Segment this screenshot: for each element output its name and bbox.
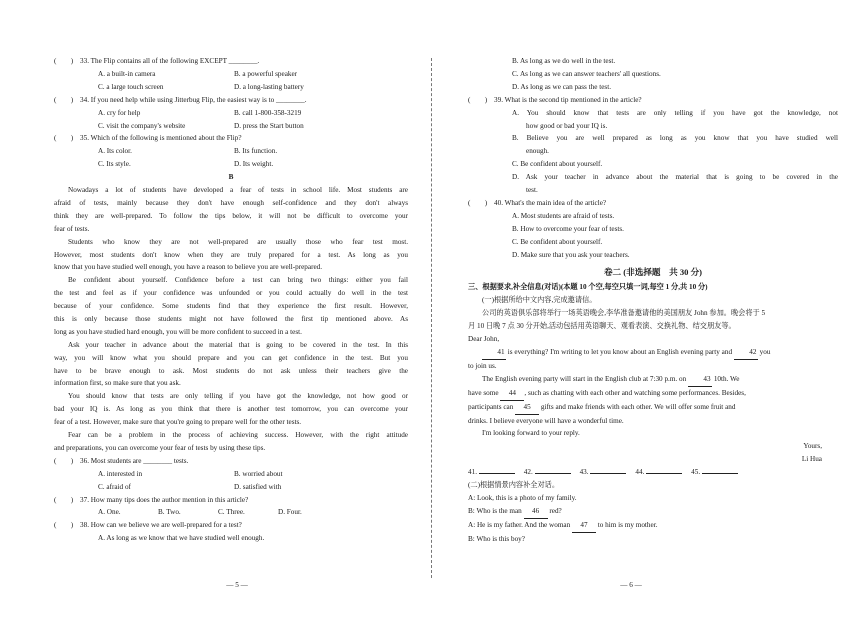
passage-line: because of your confidence. Some students find that they experience the first result. However, [54, 302, 408, 311]
dialogue-line: B: Who is this boy? [468, 534, 525, 543]
answer-label-42: 42. [523, 468, 533, 477]
option-a: A. One. [98, 508, 121, 517]
option-c: C. Be confident about yourself. [512, 237, 603, 246]
answer-label-44: 44. [635, 468, 645, 477]
letter-text: you [757, 347, 771, 356]
page-number-6: — 6 — [620, 581, 642, 589]
blank-43[interactable]: 43 [688, 373, 712, 387]
option-a: A. a built-in camera [98, 69, 156, 78]
passage-line: Be confident about yourself. Confidence before a test can bring two things: either you fail [68, 276, 408, 285]
option-a: A. cry for help [98, 108, 141, 117]
options-row [54, 81, 408, 94]
part-3-title: 三、根据要求,补全信息(对话)(本题 10 个空,每空只填一词,每空 1 分,共 10 分) [468, 283, 708, 292]
option-b: B. As long as we do well in the test. [512, 57, 616, 65]
dialogue-text: B: Who is the man [468, 506, 524, 515]
option-c: C. Three. [218, 508, 245, 517]
passage-line: way, you will know what you should prepare and you can get confidence in the test. But you [54, 353, 408, 362]
blank-41[interactable]: 41 [482, 346, 506, 360]
option-c: C. As long as we can answer teachers' all questions. [512, 69, 661, 78]
option-d-cont: test. [526, 186, 538, 195]
option-d: D. As long as we can pass the test. [512, 82, 612, 91]
options-row [54, 107, 408, 120]
answer-paren[interactable]: ( ) [468, 198, 488, 207]
options-row [54, 145, 408, 158]
question-33 [54, 55, 408, 68]
letter-text: is everything? I'm writing to let you know about an English evening party and [506, 347, 734, 356]
answer-line-42[interactable] [535, 466, 571, 474]
answer-label-43: 43. [579, 468, 589, 477]
answer-line-43[interactable] [590, 466, 626, 474]
dialogue-text: red? [547, 506, 562, 515]
question-stem: 37. How many tips does the author mention in this article? [80, 495, 249, 504]
answer-line-45[interactable] [702, 466, 738, 474]
option-a: A. interested in [98, 469, 143, 478]
passage-line: think they are well-prepared. To follow the tips below, it will not be difficult to overcome your [54, 211, 408, 220]
letter-line: drinks. I believe everyone will have a wonderful time. [468, 416, 624, 425]
passage-line: bad your IQ is. As long as you think that there is another test tomorrow, you can overcome your [54, 405, 408, 414]
question-38 [54, 519, 408, 532]
passage-line: know that you have studied well enough, you have a reason to believe you are well-prepared. [54, 263, 323, 272]
passage-line: Nowadays a lot of students have developed a fear of tests in school life. Most students are [68, 186, 408, 195]
dialogue-line: A: Look, this is a photo of my family. [468, 493, 577, 502]
answer-line-41[interactable] [479, 466, 515, 474]
passage-line: this is only because those students might not have followed the first tip mentioned above. As [54, 315, 408, 323]
option-c: C. Its style. [98, 160, 131, 169]
passage-line: fear of tests. [54, 224, 90, 233]
option-a: A. As long as we know that we have studied well enough. [98, 534, 265, 543]
option-b: B. How to overcome your fear of tests. [512, 224, 624, 233]
dialogue-text: to him is my mother. [596, 520, 658, 529]
answer-paren[interactable]: ( ) [468, 95, 488, 104]
letter-line [468, 401, 838, 415]
question-37 [54, 494, 408, 507]
answer-paren[interactable]: ( ) [54, 521, 74, 530]
letter-signature: Li Hua [801, 455, 822, 464]
option-b: B. worried about [234, 469, 283, 478]
question-stem: 36. Most students are ________ tests. [80, 456, 189, 465]
blank-45[interactable]: 45 [515, 401, 539, 415]
blank-46[interactable]: 46 [524, 505, 548, 519]
dialogue-line [468, 505, 838, 519]
answer-paren[interactable]: ( ) [54, 495, 74, 504]
option-b: B. Two. [158, 508, 181, 517]
answer-paren[interactable]: ( ) [54, 57, 74, 65]
option-b: B. a powerful speaker [234, 69, 298, 78]
letter-line [468, 373, 838, 387]
question-stem: 33. The Flip contains all of the following EXCEPT ________. [80, 57, 260, 65]
option-a: A. You should know that tests are only telling if you have got the knowledge, not [512, 108, 838, 117]
option-d: D. press the Start button [234, 121, 304, 130]
letter-salutation: Dear John, [468, 335, 500, 344]
chinese-prompt-line: 公司的英语俱乐部将举行一场英语晚会,李华准备邀请他的美国朋友 John 参加。晚会将于 5 [482, 309, 766, 318]
option-a: A. Its color. [98, 147, 132, 156]
passage-line: have to be brave enough to ask. Most students do not ask unless their teachers give the [54, 366, 408, 375]
letter-line [468, 387, 838, 401]
option-b: B. call 1-800-358-3219 [234, 108, 302, 117]
option-a-cont: how good or bad your IQ is. [526, 121, 608, 130]
answer-line-44[interactable] [646, 466, 682, 474]
question-34 [54, 94, 408, 107]
letter-text: participants can [468, 402, 516, 411]
letter-text: , such as chatting with each other and watching some performances. Besides, [524, 388, 746, 397]
letter-text: gifts and make friends with each other. We will offer some fruit and [539, 402, 736, 411]
blank-47[interactable]: 47 [572, 519, 596, 533]
passage-line: the test and feel as if your confidence was unfounded or you could actually do well in the test [54, 289, 408, 298]
question-stem: 38. How can we believe we are well-prepared for a test? [80, 521, 242, 530]
option-a: A. Most students are afraid of tests. [512, 211, 615, 220]
answer-label-41: 41. [468, 468, 477, 477]
options-row [54, 506, 408, 519]
dialogue-text: A: He is my father. And the woman [468, 520, 572, 529]
question-36 [54, 455, 408, 468]
question-stem: 34. If you need help while using Jitterbug Flip, the easiest way is to ________. [80, 95, 307, 104]
subsection-2-title: (二)根据情景内容补全对话。 [468, 481, 560, 490]
options-row [54, 158, 408, 171]
question-stem: 39. What is the second tip mentioned in the article? [494, 95, 642, 104]
option-d: D. satisfied with [234, 482, 282, 491]
option-b: B. Believe you are well prepared as long as you know that you have studied well [512, 134, 838, 143]
option-c: C. a large touch screen [98, 82, 164, 91]
passage-line: long as you have studied hard enough, you will be more confident to succeed in a test. [54, 327, 302, 336]
answer-paren[interactable]: ( ) [54, 456, 74, 465]
option-c: C. visit the company's website [98, 121, 186, 130]
question-39 [468, 94, 838, 107]
options-row [54, 481, 408, 494]
page-number-5: — 5 — [226, 581, 248, 589]
option-d: D. a long-lasting battery [234, 82, 304, 91]
volume-2-title: 卷二 (非选择题 共 30 分) [603, 267, 703, 278]
options-row [54, 468, 408, 481]
option-d: D. Make sure that you ask your teachers. [512, 250, 630, 259]
options-row [54, 68, 408, 81]
letter-line: I'm looking forward to your reply. [482, 429, 580, 438]
question-35 [54, 132, 408, 145]
letter-text: The English evening party will start in the English club at 7:30 p.m. on [482, 374, 689, 383]
option-d: D. Ask your teacher in advance about the material that is going to be covered in the [512, 173, 838, 182]
answer-label-45: 45. [691, 468, 701, 477]
passage-line: Fear can be a problem in the process of achieving success. However, with the right attitude [68, 431, 408, 440]
answer-paren[interactable]: ( ) [54, 95, 74, 104]
answer-blanks-row [468, 466, 838, 479]
letter-text: have some [468, 388, 501, 397]
option-c: C. Be confident about yourself. [512, 160, 603, 169]
passage-line: Students who know they are not well-prepared are usually those who fear test most. [68, 237, 408, 246]
letter-line: to join us. [468, 361, 497, 370]
option-b: B. Its function. [234, 147, 278, 156]
chinese-prompt-line: 月 10 日晚 7 点 30 分开始,活动包括用英语聊天、观看表演、交换礼物、结交朋友等。 [468, 322, 736, 331]
option-c: C. afraid of [98, 482, 131, 491]
letter-line [468, 346, 838, 360]
letter-closing: Yours, [803, 442, 822, 451]
passage-line: afraid of tests, mainly because they don't have enough self-confidence and they don't always [54, 198, 408, 207]
blank-42[interactable]: 42 [734, 346, 758, 360]
subsection-1-title: (一)根据所给中文内容,完成邀请信。 [482, 296, 597, 305]
options-row [54, 120, 408, 133]
passage-line: fear of a test. However, make sure that you're going to prepare well for the other tests. [54, 418, 302, 427]
passage-line: You should know that tests are only telling if you have got the knowledge, not how good or [68, 392, 408, 401]
page-6 [430, 0, 860, 624]
passage-line: Ask your teacher in advance about the material that is going to be covered in the test. In this [68, 340, 408, 349]
passage-line: However, most students don't know when they are truly prepared for a test. As long as you [54, 250, 408, 259]
question-stem: 40. What's the main idea of the article? [494, 198, 607, 207]
blank-44[interactable]: 44 [500, 387, 524, 401]
section-b-heading: B [228, 173, 234, 182]
dialogue-line [468, 519, 838, 533]
option-d: D. Its weight. [234, 160, 274, 169]
question-40 [468, 197, 838, 210]
passage-line: information first, so make sure that you ask. [54, 379, 181, 388]
question-stem: 35. Which of the following is mentioned about the Flip? [80, 134, 242, 143]
option-d: D. Four. [278, 508, 302, 517]
answer-paren[interactable]: ( ) [54, 134, 74, 143]
letter-text: 10th. We [712, 374, 740, 383]
passage-line: and preparations, you can overcome your fear of tests by using these tips. [54, 443, 266, 452]
option-b-cont: enough. [526, 147, 549, 156]
